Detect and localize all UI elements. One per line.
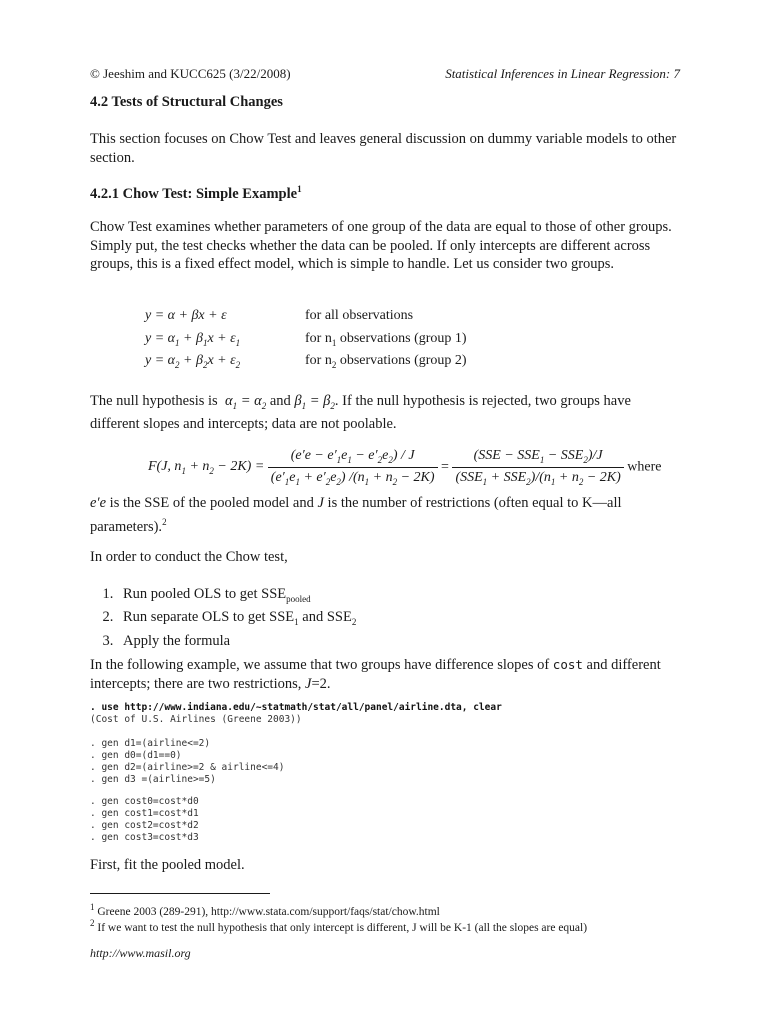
step-2-sub: 1 (294, 617, 299, 628)
code-line: . gen cost3=cost*d3 (90, 832, 199, 843)
null-hypothesis-and: and (269, 393, 291, 409)
step-2-pre: Run separate OLS to get SSE (123, 609, 295, 626)
equation-group1-desc-sub: 1 (331, 337, 337, 348)
subsection-paragraph: Chow Test examines whether parameters of one group of the data are equal to those of other groups. Simply put, the test checks whether the data can be pooled. If only intercepts are different across groups, this is a fixed effect model, which is simple to handle. Let us consider two groups. (90, 219, 672, 272)
null-hypothesis-rest: . If the null hypothesis is rejected, two groups have different slopes and intercepts; data are not poolable. (90, 393, 631, 433)
pooled-sse-symbol: e′e (90, 495, 107, 511)
footnote-2-text: If we want to test the null hypothesis that only intercept is different, J will be K-1 (all the slopes are equal) (97, 921, 588, 934)
equation-group2-desc-pre: for n (305, 353, 332, 368)
equation-group1: $y = \alpha_1 + \beta_1x + \varepsilon_1$ (145, 331, 241, 348)
page-header-right: Statistical Inferences in Linear Regression: 7 (445, 66, 680, 81)
formula-fraction-2 (452, 448, 623, 487)
closing-text: First, fit the pooled model. (90, 857, 245, 873)
code-line: . gen d1=(airline<=2) (90, 738, 211, 749)
step-2-sub2: 2 (351, 617, 357, 628)
formula-fraction-2-numerator: $(SSE - SSE_1 - SSE_2)/J$ (452, 448, 623, 468)
equation-group2: $y = \alpha_2 + \beta_2x + \varepsilon_2$ (145, 353, 241, 370)
formula-where: where (627, 459, 662, 475)
subsection-title (90, 184, 302, 203)
code-line (90, 702, 502, 714)
formula-explanation-j: J (317, 495, 324, 511)
formula-explanation-lead: is the SSE of the pooled model and (109, 495, 314, 511)
equation-group1-desc-post: observations (group 1) (336, 331, 467, 346)
equation-pooled-desc: for all observations (305, 308, 414, 323)
footnote-2 (90, 916, 587, 935)
footnote-ref-1: 1 (297, 184, 302, 194)
step-1-pre: Run pooled OLS to get SSE (123, 586, 287, 602)
formula-fraction-1-denominator: $(e'_1e_1 + e'_2e_2) /(n_1 + n_2 - 2K)$ (270, 469, 435, 487)
equation-group2-desc (305, 353, 467, 370)
step-2-mid: and SSE (298, 609, 352, 626)
section-title: 4.2 Tests of Structural Changes (90, 94, 283, 110)
hypothesis-alpha: $\alpha_1 = \alpha_2$ (221, 393, 267, 411)
code-block-use (90, 702, 502, 726)
code-line: . gen cost0=cost*d0 (90, 796, 199, 807)
formula-fraction-1 (268, 448, 438, 487)
section-intro: This section focuses on Chow Test and leaves general discussion on dummy variable models to other section. (90, 131, 677, 166)
formula-equals: = (441, 459, 449, 475)
formula-explanation (90, 494, 680, 536)
step-item (117, 608, 680, 631)
code-line: . gen d3 =(airline>=5) (90, 774, 216, 785)
chow-f-formula (148, 448, 662, 487)
null-hypothesis-paragraph (90, 392, 680, 434)
code-line: (Cost of U.S. Airlines (Greene 2003)) (90, 714, 302, 725)
example-j: J (305, 675, 312, 692)
formula-explanation-rest: is the number of restrictions (often equal to K—all parameters). (90, 495, 622, 535)
step-item (117, 585, 680, 608)
code-line: . gen d0=(d1==0) (90, 750, 182, 761)
formula-fraction-1-numerator: $(e'e - e'_1e_1 - e'_2e_2) / J$ (268, 448, 438, 468)
example-code-word: cost (552, 657, 583, 672)
equation-group2-desc-sub: 2 (331, 359, 337, 370)
footnote-1-number: 1 (90, 902, 95, 912)
code-line: . gen d2=(airline>=2 & airline<=4) (90, 762, 285, 773)
code-use-command: . use http://www.indiana.edu/~statmath/stat/all/panel/airline.dta, clear (90, 702, 502, 713)
example-text-pre: In the following example, we assume that two groups have difference slopes of (90, 657, 550, 673)
steps-intro: In order to conduct the Chow test, (90, 549, 288, 565)
step-3-text: Apply the formula (123, 632, 231, 649)
page-header-left: © Jeeshim and KUCC625 (3/22/2008) (90, 66, 291, 81)
equation-group2-desc-post: observations (group 2) (336, 353, 467, 368)
equation-pooled: y = α + βx + ε (145, 308, 227, 323)
code-block-dummies (90, 738, 284, 786)
footnote-ref-2: 2 (162, 516, 167, 527)
example-text-mid: and different intercepts; there are two restrictions, (90, 657, 661, 692)
code-block-costs (90, 796, 199, 844)
equation-group1-desc (305, 331, 467, 348)
page-footer-url[interactable]: http://www.masil.org (90, 946, 191, 960)
footnote-1-text: Greene 2003 (289-291), http://www.stata.com/support/faqs/stat/chow.html (97, 905, 440, 918)
equation-group1-desc-pre: for n (305, 331, 332, 346)
step-item (117, 632, 680, 651)
code-line: . gen cost2=cost*d2 (90, 820, 199, 831)
steps-list (90, 585, 680, 650)
hypothesis-beta: $\beta_1 = \beta_2$ (294, 393, 335, 411)
footnote-2-number: 2 (90, 918, 95, 928)
code-line: . gen cost1=cost*d1 (90, 808, 199, 819)
footnote-divider (90, 893, 270, 894)
example-text-post: =2. (311, 675, 331, 692)
formula-fraction-2-denominator: $(SSE_1 + SSE_2)/(n_1 + n_2 - 2K)$ (455, 469, 621, 487)
example-paragraph (90, 656, 680, 693)
formula-lhs: F(J, $n_1 + n_2 - 2K$) = (148, 458, 265, 476)
subsection-title-text: 4.2.1 Chow Test: Simple Example (90, 185, 298, 202)
null-hypothesis-lead: The null hypothesis is (90, 393, 218, 409)
step-1-sub: pooled (286, 593, 311, 604)
